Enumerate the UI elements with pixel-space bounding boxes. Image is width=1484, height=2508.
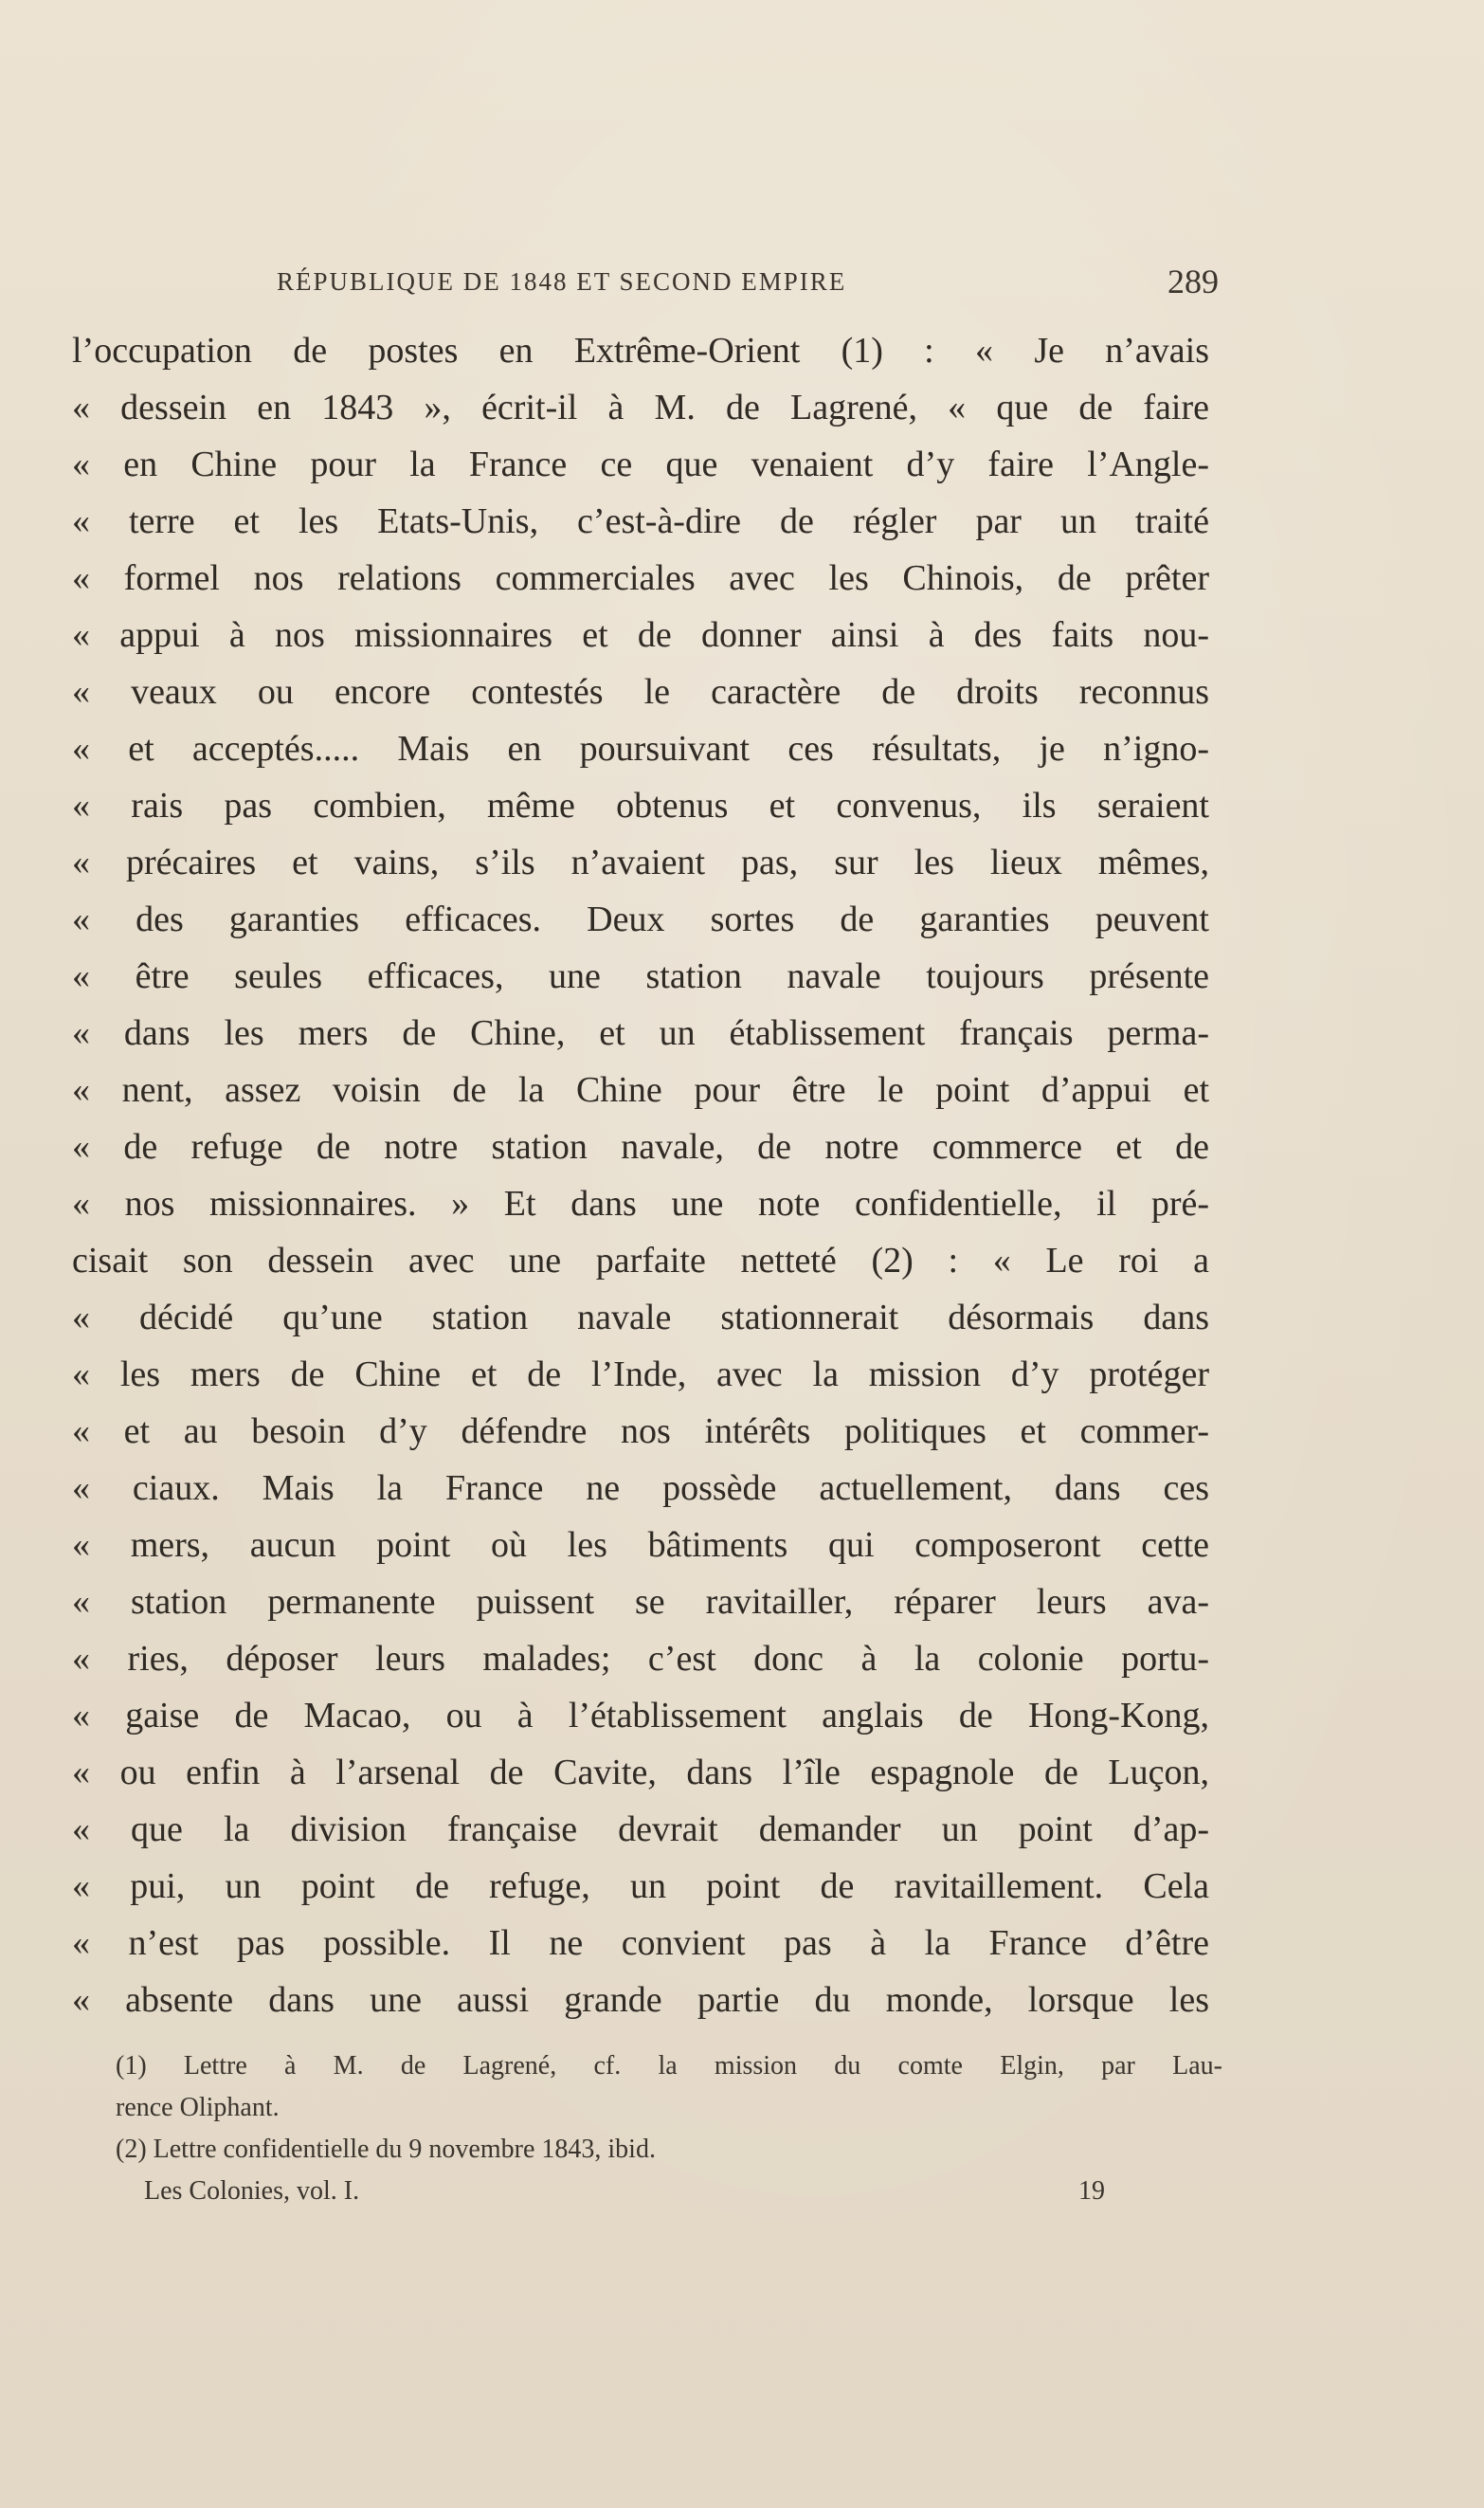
body-line: « pui, un point de refuge, un point de ravitaillement. Cela <box>72 1866 1209 1906</box>
body-line: « gaise de Macao, ou à l’établissement anglais de Hong-Kong, <box>72 1696 1209 1736</box>
body-line: « terre et les Etats-Unis, c’est-à-dire de régler par un traité <box>72 501 1209 541</box>
printer-signature-line <box>116 2171 1222 2212</box>
body-line: « station permanente puissent se ravitailler, réparer leurs ava- <box>72 1582 1209 1622</box>
body-line: « nos missionnaires. » Et dans une note confidentielle, il pré- <box>72 1184 1209 1224</box>
body-line: « que la division française devrait demander un point d’ap- <box>72 1809 1209 1849</box>
body-line: « des garanties efficaces. Deux sortes de garanties peuvent <box>72 900 1209 939</box>
body-line: « appui à nos missionnaires et de donner ainsi à des faits nou- <box>72 615 1209 655</box>
body-line: « ciaux. Mais la France ne possède actuellement, dans ces <box>72 1468 1209 1508</box>
body-line: « et acceptés..... Mais en poursuivant ces résultats, je n’igno- <box>72 729 1209 769</box>
book-title: Les Colonies, vol. I. <box>144 2176 360 2206</box>
body-line: « n’est pas possible. Il ne convient pas à la France d’être <box>72 1923 1209 1963</box>
body-line: « formel nos relations commerciales avec les Chinois, de prêter <box>72 558 1209 598</box>
body-line: « nent, assez voisin de la Chine pour être le point d’appui et <box>72 1070 1209 1110</box>
body-line: « en Chine pour la France ce que venaient d’y faire l’Angle- <box>72 445 1209 484</box>
body-line: « de refuge de notre station navale, de notre commerce et de <box>72 1127 1209 1167</box>
gathering-signature: 19 <box>1078 2176 1105 2206</box>
footnote-1: (1) Lettre à M. de Lagrené, cf. la mission du comte Elgin, par Lau- <box>116 2051 1222 2081</box>
page-number: 289 <box>1167 263 1219 300</box>
footnotes <box>116 2045 1222 2212</box>
body-text <box>72 322 1209 2028</box>
body-line: « veaux ou encore contestés le caractère de droits reconnus <box>72 672 1209 712</box>
body-line: « rais pas combien, même obtenus et convenus, ils seraient <box>72 786 1209 826</box>
body-line: « mers, aucun point où les bâtiments qui composeront cette <box>72 1525 1209 1565</box>
body-line: « être seules efficaces, une station navale toujours présente <box>72 956 1209 996</box>
body-line: « dans les mers de Chine, et un établissement français perma- <box>72 1013 1209 1053</box>
body-line: « les mers de Chine et de l’Inde, avec la mission d’y protéger <box>72 1354 1209 1394</box>
running-title: RÉPUBLIQUE DE 1848 ET SECOND EMPIRE <box>277 267 847 296</box>
body-line: « et au besoin d’y défendre nos intérêts politiques et commer- <box>72 1411 1209 1451</box>
body-line: cisait son dessein avec une parfaite netteté (2) : « Le roi a <box>72 1241 1209 1281</box>
body-line: « décidé qu’une station navale stationnerait désormais dans <box>72 1298 1209 1337</box>
body-line: « dessein en 1843 », écrit-il à M. de Lagrené, « que de faire <box>72 388 1209 427</box>
body-line: l’occupation de postes en Extrême-Orient (1) : « Je n’avais <box>72 331 1209 371</box>
footnote-1-continuation: rence Oliphant. <box>116 2093 280 2122</box>
body-line: « précaires et vains, s’ils n’avaient pas, sur les lieux mêmes, <box>72 843 1209 882</box>
body-line: « absente dans une aussi grande partie du monde, lorsque les <box>72 1980 1209 2020</box>
footnote-2: (2) Lettre confidentielle du 9 novembre 1843, ibid. <box>116 2135 656 2164</box>
body-line: « ou enfin à l’arsenal de Cavite, dans l’île espagnole de Luçon, <box>72 1753 1209 1792</box>
body-line: « ries, déposer leurs malades; c’est donc à la colonie portu- <box>72 1639 1209 1679</box>
page-header <box>0 262 1484 309</box>
